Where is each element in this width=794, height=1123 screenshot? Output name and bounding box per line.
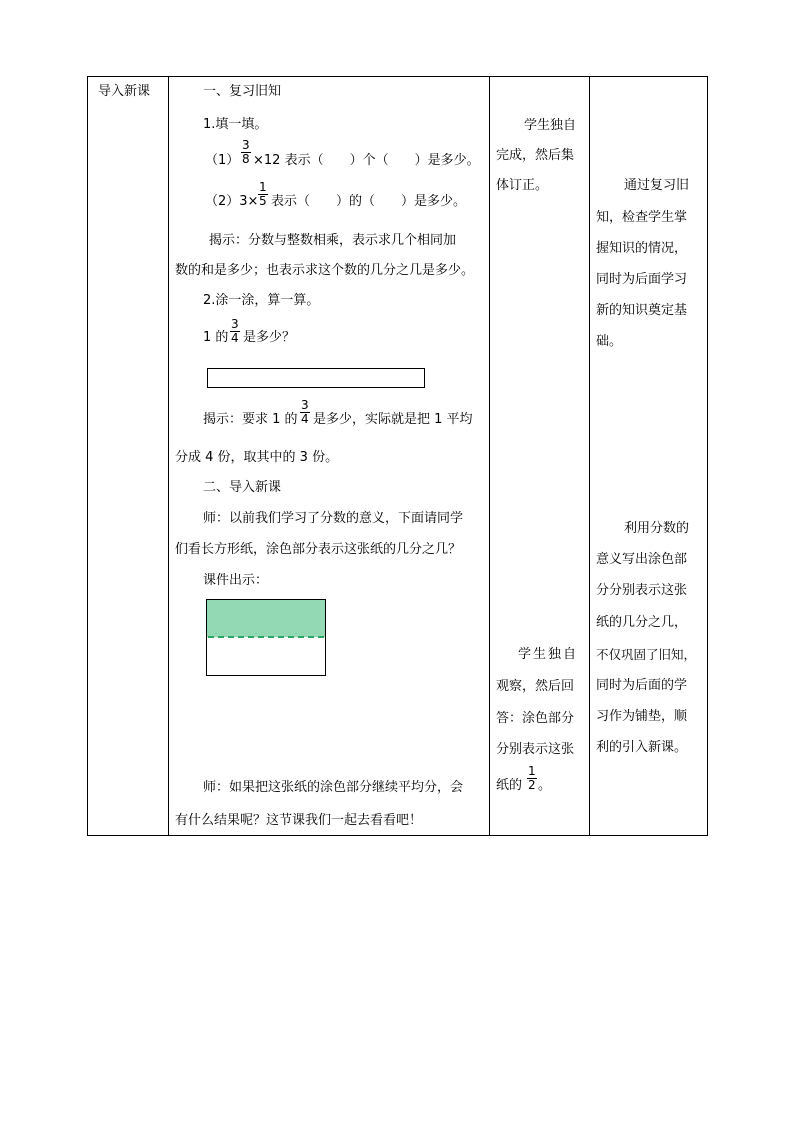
student-b-fraction	[527, 765, 537, 792]
student-b-frac-num: 1	[528, 764, 536, 778]
q1-frac-num: 3	[242, 138, 250, 152]
rectangle-outline	[206, 599, 326, 676]
q1-frac-den: 8	[242, 152, 250, 166]
q1-suffix: ×12 表示（ ）个（ ）是多少。	[253, 153, 480, 168]
intent-b-line1: 利用分数的	[624, 521, 690, 536]
q1-prefix: （1）	[205, 153, 240, 168]
reveal2-prefix: 揭示：要求 1 的	[203, 412, 298, 427]
review-heading: 一、复习旧知	[203, 84, 282, 99]
reveal2-suffix: 是多少，实际就是把 1 平均	[313, 412, 473, 427]
teacher1-line1: 师：以前我们学习了分数的意义，下面请同学	[203, 511, 464, 526]
teacher2-line2: 有什么结果呢？这节课我们一起去看看吧！	[175, 813, 423, 828]
table-border-left	[87, 76, 88, 836]
paint-frac-num: 3	[231, 317, 239, 331]
reveal2-line2: 分成 4 份，取其中的 3 份。	[175, 450, 339, 465]
reveal1-line1: 揭示：分数与整数相乘，表示求几个相同加	[209, 233, 457, 248]
student-b-frac-den: 2	[528, 778, 536, 792]
student-b-line5-prefix: 纸的	[496, 778, 523, 793]
reveal2-frac-num: 3	[301, 398, 309, 412]
teacher1-line2: 们看长方形纸，涂色部分表示这张纸的几分之几？	[175, 542, 462, 557]
q1-fraction	[241, 139, 251, 166]
intent-b-line3: 分分别表示这张	[596, 583, 688, 598]
reveal2-frac-den: 4	[301, 412, 309, 426]
reveal1-line2: 数的和是多少；也表示求这个数的几分之几是多少。	[175, 263, 475, 278]
intent-a-line1: 通过复习旧	[624, 178, 690, 193]
q2-suffix: 表示（ ）的（ ）是多少。	[271, 194, 467, 209]
student-a-line1: 学生独自	[524, 118, 577, 133]
paint-strip	[207, 368, 425, 388]
paint-question-suffix: 是多少？	[243, 330, 296, 345]
table-border-right	[707, 76, 708, 836]
intent-a-line6: 础。	[596, 334, 623, 349]
courseware-label: 课件出示：	[203, 573, 269, 588]
paint-frac-den: 4	[231, 331, 239, 345]
new-lesson-heading: 二、导入新课	[203, 480, 282, 495]
student-a-line2: 完成，然后集	[496, 148, 575, 163]
q2-frac-num: 1	[259, 180, 267, 194]
intent-b-line7: 习作为铺垫，顺	[596, 709, 688, 724]
table-divider-2	[489, 76, 490, 836]
paint-question-fraction	[230, 318, 240, 345]
paint-question-prefix: 1 的	[203, 330, 229, 345]
student-b-line3: 答：涂色部分	[496, 711, 575, 726]
intent-a-line4: 同时为后面学习	[596, 272, 688, 287]
table-divider-3	[589, 76, 590, 836]
intent-b-line8: 利的引入新课。	[596, 740, 688, 755]
student-b-line2: 观察，然后回	[496, 679, 575, 694]
table-divider-1	[168, 76, 169, 836]
reveal2-fraction	[300, 399, 310, 426]
student-b-line5-suffix: 。	[538, 778, 552, 793]
intent-a-line5: 新的知识奠定基	[596, 303, 688, 318]
student-a-line3: 体订正。	[496, 178, 549, 193]
table-border-top	[87, 76, 708, 77]
intent-b-line6: 同时为后面的学	[596, 678, 688, 693]
paint-title: 2.涂一涂，算一算。	[203, 293, 320, 308]
q2-frac-den: 5	[259, 194, 267, 208]
fill-title: 1.填一填。	[203, 117, 268, 132]
intent-b-line2: 意义写出涂色部	[596, 552, 688, 567]
intent-b-line4: 纸的几分之几，	[596, 615, 688, 630]
q2-fraction	[258, 181, 268, 208]
section-label: 导入新课	[98, 84, 151, 99]
teacher2-line1: 师：如果把这张纸的涂色部分继续平均分，会	[203, 780, 464, 795]
student-b-line1: 学生独自	[518, 647, 579, 662]
q2-prefix: （2）3×	[205, 194, 259, 209]
intent-b-line5: 不仅巩固了旧知，	[596, 647, 697, 662]
intent-a-line2: 知，检查学生掌	[596, 210, 688, 225]
student-b-line4: 分别表示这张	[496, 742, 575, 757]
intent-a-line3: 握知识的情况，	[596, 241, 688, 256]
table-border-bottom	[87, 835, 708, 836]
